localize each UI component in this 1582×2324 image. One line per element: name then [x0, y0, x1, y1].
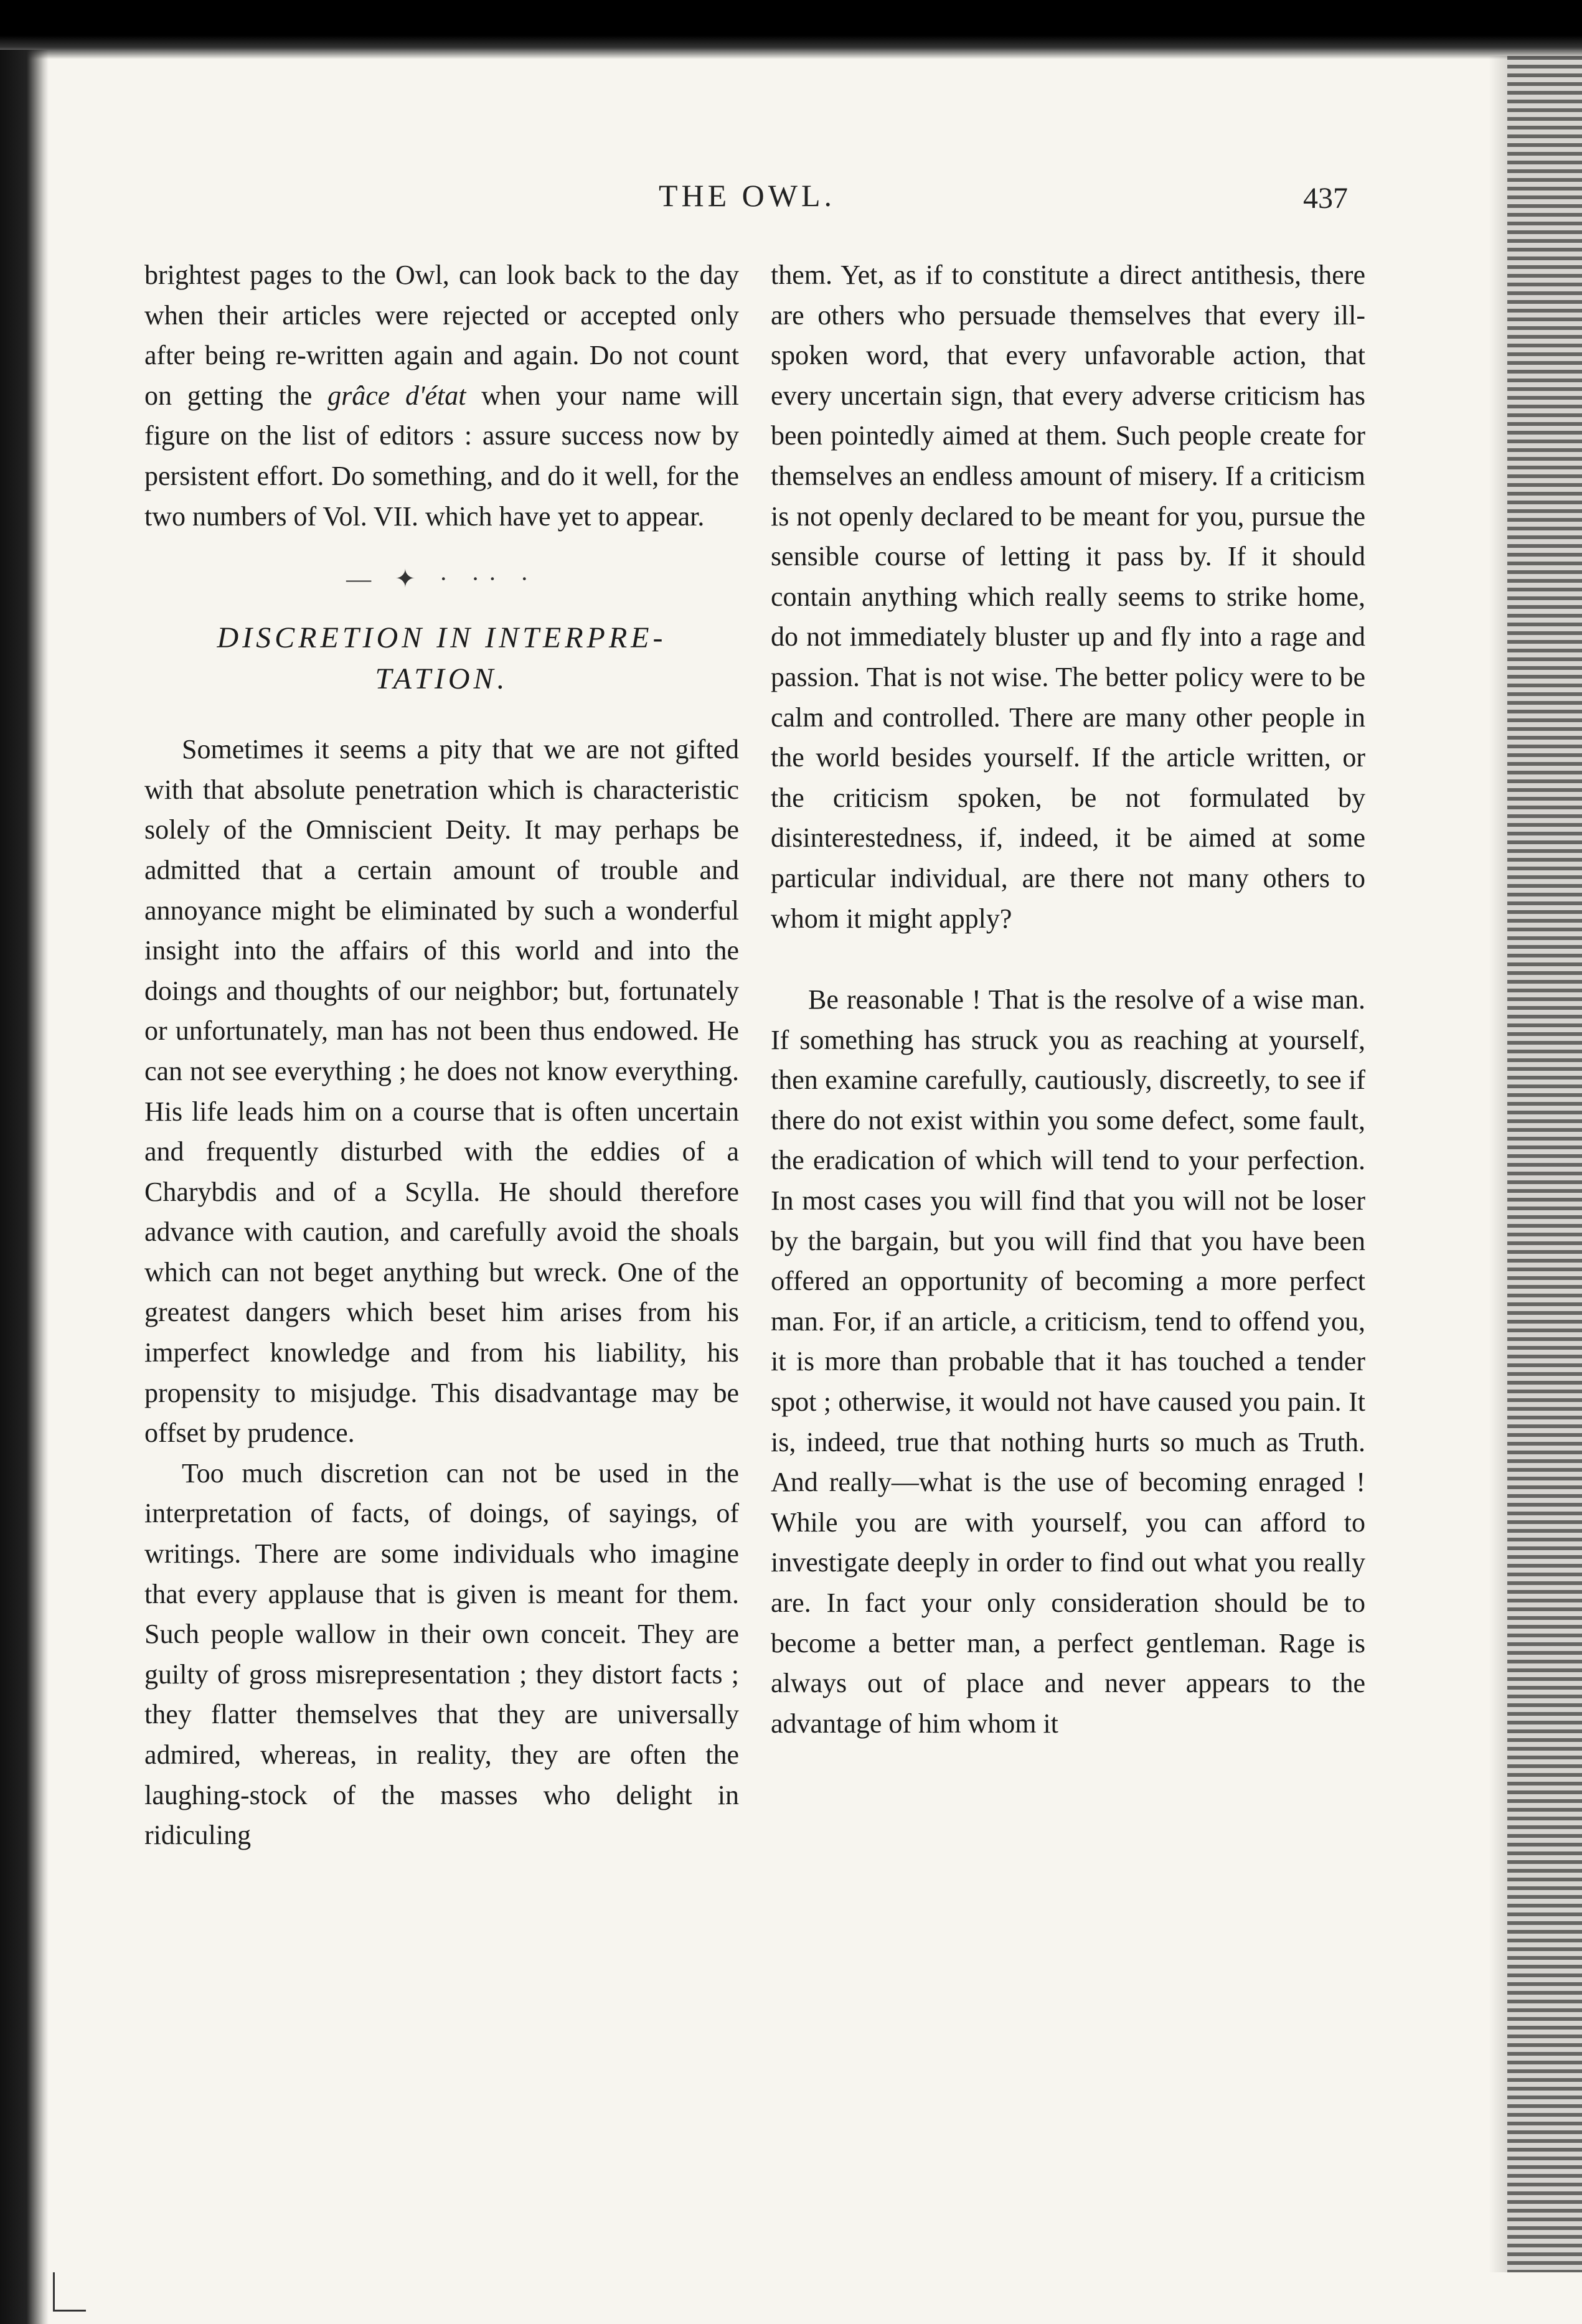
continued-paragraph-text: brightest pages to the Owl, can look back to the day when their articles were rejected or accepted only after being re-written again and again. Do not count on getting the: [144, 260, 739, 411]
continued-paragraph-rest: when your name will figure on the list of editors : assure success now by persistent effort. Do something, and do it well, for the two numbers of Vol. VII. which have yet to appear.: [144, 380, 739, 532]
left-column: [144, 255, 739, 1856]
body-paragraph: them. Yet, as if to constitute a direct antithesis, there are others who persuade themselves that every ill-spoken word, that every unfavorable action, that every uncertain sign, that every adverse criticism has been pointedly aimed at them. Such people create for themselves an endless amount of misery. If a criticism is not openly declared to be meant for you, pursue the sensible course of letting it pass by. If it should contain anything which really seems to strike home, do not immediately bluster up and fly into a rage and passion. That is not wise. The better policy were to be calm and controlled. There are many other people in the world besides yourself. If the article written, or the criticism spoken, be not formulated by disinterestedness, if, indeed, it be aimed at some particular individual, are there not many others to whom it might apply?: [771, 260, 1365, 934]
continued-paragraph: [144, 255, 739, 537]
body-paragraph: Sometimes it seems a pity that we are not gifted with that absolute penetration which is characteristic solely of the Omniscient Deity. It may perhaps be admitted that a certain amount of trouble and annoyance might be eliminated by such a wonderful insight into the affairs of this world and into the doings and thoughts of our neighbor; but, fortunately or unfortunately, man has not been thus endowed. He can not see everything ; he does not know everything. His life leads him on a course that is often uncertain and frequently disturbed with the eddies of a Charybdis and of a Scylla. He should therefore advance with caution, and carefully avoid the shoals which can not beget anything but wreck. One of the greatest dangers which beset him arises from his imperfect knowledge and from his liability, his propensity to misjudge. This disadvantage may be offset by prudence.: [144, 734, 739, 1449]
body-paragraph: Too much discretion can not be used in the interpretation of facts, of doings, of sayings, of writings. There are some individuals who imagine that every applause that is given is meant for them. Such people wallow in their own conceit. They are guilty of gross misrepresentation ; they distort facts ; they flatter themselves that they are universally admired, whereas, in reality, they are often the laughing-stock of the masses who delight in ridiculing: [144, 1457, 739, 1851]
running-head: THE OWL.: [658, 178, 836, 213]
body-paragraph: Be reasonable ! That is the resolve of a wise man. If something has struck you as reaching at yourself, then examine carefully, cautiously, discreetly, to see if there do not exist within you some defect, some fault, the eradication of which will tend to your perfection. In most cases you will find that you will not be loser by the bargain, but you will find that you have been offered an opportunity of becoming a more perfect man. For, if an article, a criticism, tend to offend you, it is more than probable that it has touched a tender spot ; otherwise, it would not have caused you pain. It is, indeed, true that nothing hurts so much as Truth. And really—what is the use of becoming enraged ! While you are with yourself, you can afford to investigate deeply in order to find out what you really are. In fact your only consideration should be to become a better man, a perfect gentleman. Rage is always out of place and never appears to the advantage of him whom it: [771, 984, 1365, 1739]
scan-right-shadow: [1489, 56, 1507, 2272]
page-number: 437: [1303, 182, 1348, 215]
section-title-line-2: TATION.: [375, 662, 509, 696]
page-header: [146, 177, 1348, 227]
scan-left-edge: [0, 50, 49, 2324]
italic-phrase: grâce d'état: [327, 380, 466, 411]
section-title-line-1: DISCRETION IN INTERPRE-: [217, 621, 667, 655]
scan-top-edge: [0, 0, 1582, 59]
section-title: [144, 618, 739, 700]
corner-mark: [53, 2272, 86, 2312]
section-ornament: — ✦ · ·· ·: [346, 565, 537, 593]
right-column: [771, 255, 1365, 1744]
scan-right-edge: [1507, 56, 1582, 2272]
